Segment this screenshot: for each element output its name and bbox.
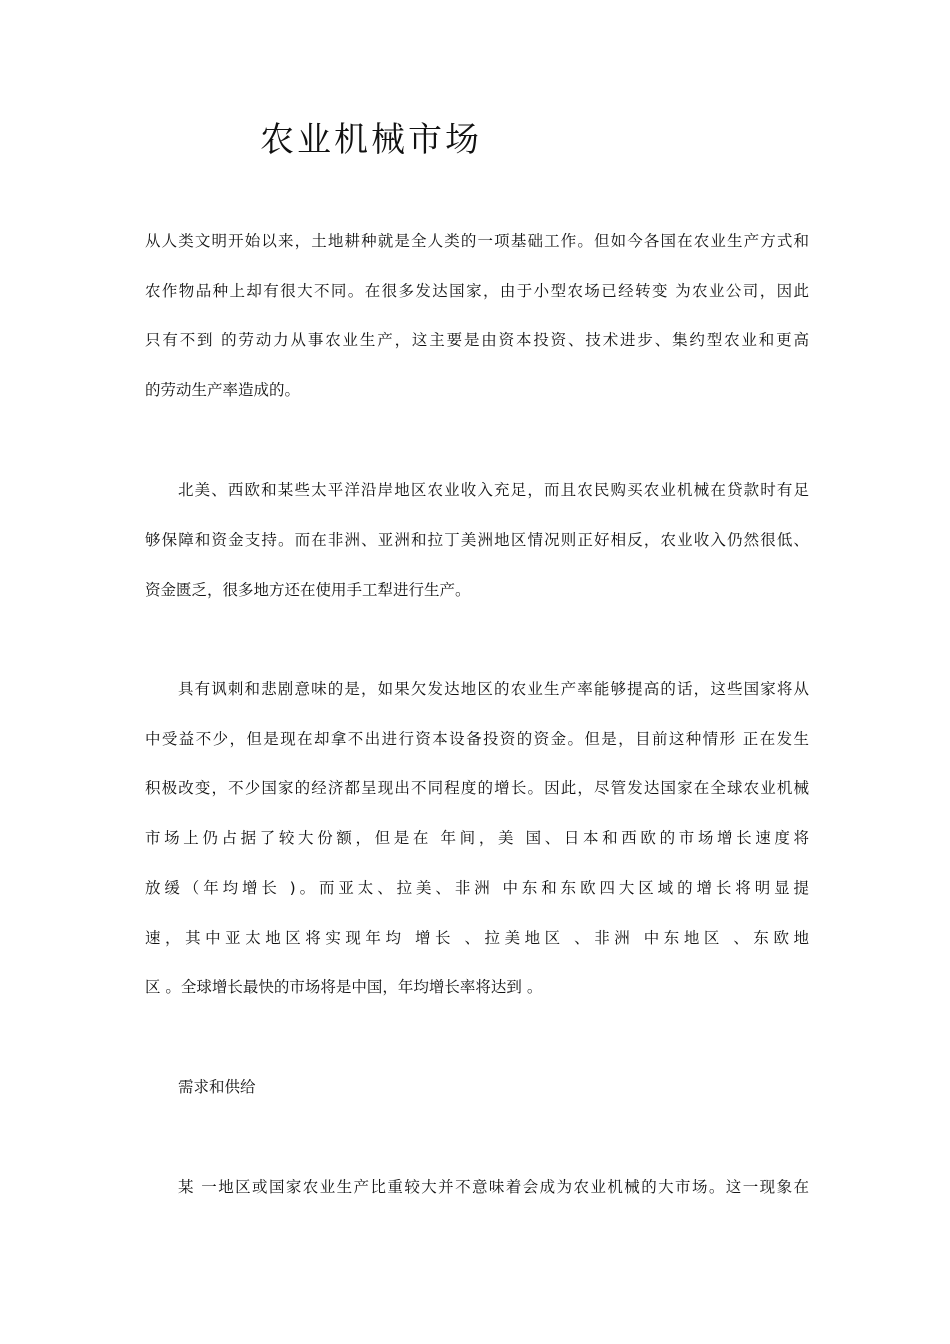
paragraph-3-line-6: 速，其中亚太地区将实现年均 增长 、拉美地区 、非洲 中东地区 、东欧地: [145, 929, 809, 947]
paragraph-2-line-1: 北美、西欧和某些太平洋沿岸地区农业收入充足，而且农民购买农业机械在贷款时有足: [178, 481, 809, 499]
paragraph-1-line-2: 农作物品种上却有很大不同。在很多发达国家，由于小型农场已经转变 为农业公司，因此: [145, 282, 809, 300]
paragraph-3-line-7: 区 。全球增长最快的市场将是中国，年均增长率将达到 。: [145, 978, 543, 996]
paragraph-3-line-2: 中受益不少，但是现在却拿不出进行资本设备投资的资金。但是，目前这种情形 正在发生: [145, 730, 809, 748]
paragraph-3-line-1: 具有讽刺和悲剧意味的是，如果欠发达地区的农业生产率能够提高的话，这些国家将从: [178, 680, 809, 698]
paragraph-3-line-4: 市场上仍占据了较大份额，但是在 年间，美 国、日本和西欧的市场增长速度将: [145, 829, 809, 847]
paragraph-1-line-4: 的劳动生产率造成的。: [145, 381, 301, 399]
paragraph-1-line-1: 从人类文明开始以来，土地耕种就是全人类的一项基础工作。但如今各国在农业生产方式和: [145, 232, 809, 250]
paragraph-2-line-2: 够保障和资金支持。而在非洲、亚洲和拉丁美洲地区情况则正好相反，农业收入仍然很低、: [145, 531, 809, 549]
section-subheading: 需求和供给: [178, 1078, 256, 1096]
paragraph-4-line-1: 某 一地区或国家农业生产比重较大并不意味着会成为农业机械的大市场。这一现象在: [178, 1178, 809, 1196]
paragraph-3-line-3: 积极改变，不少国家的经济都呈现出不同程度的增长。因此，尽管发达国家在全球农业机械: [145, 779, 809, 797]
paragraph-2-line-3: 资金匮乏，很多地方还在使用手工犁进行生产。: [145, 581, 471, 599]
paragraph-1-line-3: 只有不到 的劳动力从事农业生产，这主要是由资本投资、技术进步、集约型农业和更高: [145, 331, 809, 349]
paragraph-3-line-5: 放缓（年均增长 )。而亚太、拉美、非洲 中东和东欧四大区域的增长将明显提: [145, 879, 809, 897]
document-title: 农业机械市场: [260, 120, 482, 160]
